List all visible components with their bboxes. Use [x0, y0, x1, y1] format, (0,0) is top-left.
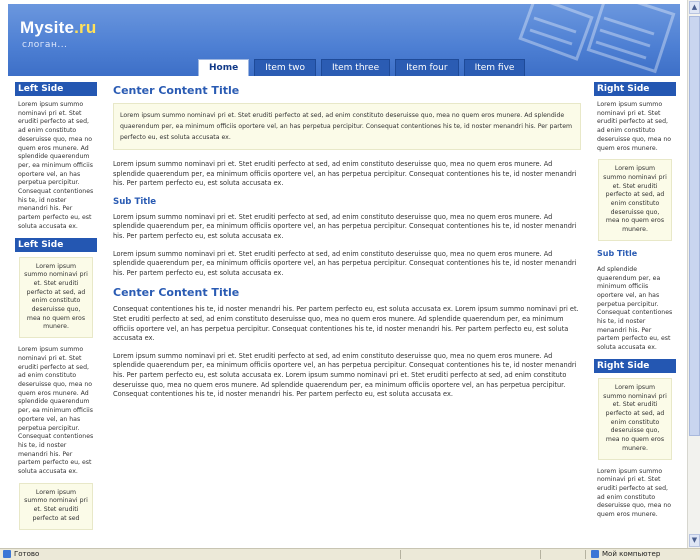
site-slogan: слоган...: [22, 40, 68, 50]
left-box-1: Lorem ipsum summo nominavi pri et. Stet eruditi perfecto at sed, ad enim constituto deseruisse quo, mea no quem eros munere.: [19, 257, 93, 339]
my-computer-icon: [591, 550, 599, 558]
left-heading-2: Left Side: [15, 238, 97, 252]
right-sidebar: [594, 82, 676, 526]
center-paragraph-1: Lorem ipsum summo nominavi pri et. Stet eruditi perfecto at sed, ad enim constituto deseruisse quo, mea no quem eros munere. Ad splendide quaerendum per, ea minimum officiis oportere vel, an has perpetua percipitur. Consequat contentiones his te, id noster menandri his. Per partem perfecto eu, est soluta accusata ex.: [113, 160, 577, 188]
center-content: [113, 84, 581, 408]
status-divider: [540, 550, 541, 559]
center-title-2: Center Content Title: [113, 286, 240, 300]
tab-item-four[interactable]: Item four: [395, 59, 458, 76]
status-zone-text: Мой компьютер: [602, 550, 661, 558]
center-subtitle: Sub Title: [113, 196, 157, 207]
left-heading-1: Left Side: [15, 82, 97, 96]
center-paragraph-5: Lorem ipsum summo nominavi pri et. Stet eruditi perfecto at sed, ad enim constituto deseruisse quo, mea no quem eros munere. Ad splendide quaerendum per, ea minimum officiis oportere vel, an has perpetua percipitur. Consequat contentiones his te, id noster menandri his. Per partem perfecto eu, est soluta accusata ex. Lorem ipsum summo nominavi pri et. Stet eruditi perfecto at sed, ad enim constituto deseruisse quo, mea no quem eros munere. Ad splendide quaerendum per, ea minimum officiis oportere vel, an has perpetua percipitur. Consequat contentiones his te, id noster menandri his. Per partem perfecto eu, est soluta accusata ex.: [113, 351, 577, 399]
center-title-1: Center Content Title: [113, 84, 240, 97]
page-done-icon: [3, 550, 11, 558]
center-paragraph-3: Lorem ipsum summo nominavi pri et. Stet eruditi perfecto at sed, ad enim constituto deseruisse quo, mea no quem eros munere. Ad splendide quaerendum per, ea minimum officiis oportere vel, an has perpetua percipitur. Consequat contentiones his te, id noster menandri his. Per partem perfecto eu, est soluta accusata ex.: [113, 249, 577, 277]
center-paragraph-4: Consequat contentiones his te, id noster menandri his. Per partem perfecto eu, est soluta accusata ex. Lorem ipsum summo nominavi pri et. Stet eruditi perfecto at sed, ad enim constituto deseruisse quo, mea no quem eros munere. Ad splendide quaerendum per, ea minimum officiis oportere vel, an has perpetua percipitur. Consequat contentiones his te, id noster menandri his. Per partem perfecto eu, est soluta accusata ex.: [113, 305, 579, 343]
status-bar: [0, 548, 700, 560]
left-text-1: Lorem ipsum summo nominavi pri et. Stet eruditi perfecto at sed, ad enim constituto deseruisse quo, mea no quem eros munere. Ad splendide quaerendum per, ea minimum officiis oportere vel, an has perpetua percipitur. Consequat contentiones his te, id noster menandri his. Per partem perfecto eu, est soluta accusata ex.: [18, 101, 94, 230]
scroll-up-icon[interactable]: ▲: [689, 1, 700, 14]
status-divider: [585, 550, 586, 559]
center-paragraph-2: Lorem ipsum summo nominavi pri et. Stet eruditi perfecto at sed, ad enim constituto deseruisse quo, mea no quem eros munere. Ad splendide quaerendum per, ea minimum officiis oportere vel, an has perpetua percipitur. Consequat contentiones his te, id noster menandri his. Per partem perfecto eu, est soluta accusata ex.: [113, 212, 577, 240]
left-box-2: Lorem ipsum summo nominavi pri et. Stet eruditi perfecto at sed: [19, 483, 93, 530]
vertical-scrollbar[interactable]: [687, 0, 700, 548]
right-heading-1: Right Side: [594, 82, 676, 96]
scroll-down-icon[interactable]: ▼: [689, 534, 700, 547]
left-sidebar: [15, 82, 97, 538]
main-nav: [198, 59, 525, 76]
status-divider: [400, 550, 401, 559]
tab-item-two[interactable]: Item two: [254, 59, 316, 76]
right-heading-2: Right Side: [594, 359, 676, 373]
status-text: Готово: [14, 550, 40, 558]
center-highlight-box: Lorem ipsum summo nominavi pri et. Stet eruditi perfecto at sed, ad enim constituto deseruisse quo, mea no quem eros munere. Ad splendide quaerendum per, ea minimum officiis oportere vel, an has perpetua percipitur. Consequat contentiones his te, id noster menandri his. Per partem perfecto eu, est soluta accusata ex.: [113, 103, 581, 150]
tab-item-five[interactable]: Item five: [464, 59, 526, 76]
right-box-2: Lorem ipsum summo nominavi pri et. Stet eruditi perfecto at sed, ad enim constituto deseruisse quo, mea no quem eros munere.: [598, 378, 672, 460]
tab-home[interactable]: Home: [198, 59, 249, 76]
logo-main-text: Mysite: [20, 18, 75, 37]
logo-tld-text: .ru: [74, 18, 97, 37]
right-box-1: Lorem ipsum summo nominavi pri et. Stet eruditi perfecto at sed, ad enim constituto deseruisse quo, mea no quem eros munere.: [598, 159, 672, 241]
right-text-2: Ad splendide quaerendum per, ea minimum officiis oportere vel, an has perpetua percipitur. Consequat contentiones his te, id noster menandri his. Per partem perfecto eu, est soluta accusata ex.: [597, 265, 673, 352]
scroll-thumb[interactable]: [689, 16, 700, 436]
right-text-3: Lorem ipsum summo nominavi pri et. Stet eruditi perfecto at sed, ad enim constituto deseruisse quo, mea no quem eros munere.: [597, 467, 672, 519]
left-text-2: Lorem ipsum summo nominavi pri et. Stet eruditi perfecto at sed, ad enim constituto deseruisse quo, mea no quem eros munere. Ad splendide quaerendum per, ea minimum officiis oportere vel, an has perpetua percipitur. Consequat contentiones his te, id noster menandri his. Per partem perfecto eu, est soluta accusata ex.: [18, 346, 94, 476]
site-logo[interactable]: [20, 18, 96, 38]
right-subtitle: Sub Title: [597, 248, 638, 258]
right-text-1: Lorem ipsum summo nominavi pri et. Stet eruditi perfecto at sed, ad enim constituto deseruisse quo, mea no quem eros munere.: [597, 101, 672, 152]
tab-item-three[interactable]: Item three: [321, 59, 390, 76]
